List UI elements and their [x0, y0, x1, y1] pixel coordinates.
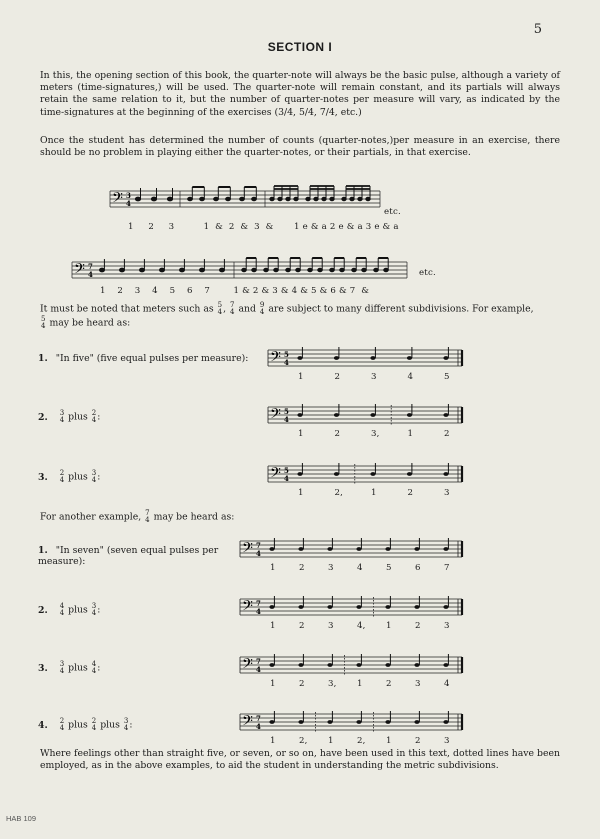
- beat-count: 1: [386, 621, 392, 631]
- beat-count: 1: [270, 563, 276, 573]
- svg-text:𝄢: 𝄢: [242, 656, 253, 676]
- quarter-note: [385, 720, 390, 724]
- section-title: SECTION I: [267, 40, 333, 54]
- example-staff-7-4: [72, 256, 417, 286]
- beat-count: 1: [270, 621, 276, 631]
- beat-count: 2: [415, 736, 421, 746]
- svg-text:𝄢: 𝄢: [270, 406, 281, 426]
- quarter-note: [297, 413, 302, 417]
- beat-count: 5: [444, 372, 450, 382]
- quarter-note: [298, 605, 303, 609]
- beat-count: 1: [298, 429, 304, 439]
- beat-count: 1: [407, 429, 414, 439]
- svg-text:4: 4: [256, 607, 261, 616]
- beat-count: 2: [299, 679, 305, 689]
- quarter-note: [370, 472, 375, 476]
- svg-text:𝄢: 𝄢: [242, 540, 253, 560]
- beat-count: 3: [371, 372, 377, 382]
- beat-count: 3: [328, 621, 334, 631]
- svg-text:7: 7: [88, 262, 93, 271]
- beat-count: 3: [444, 621, 450, 631]
- svg-text:4: 4: [284, 358, 289, 367]
- beat-count: 7: [444, 563, 450, 573]
- svg-text:𝄢: 𝄢: [270, 465, 281, 485]
- quarter-note: [297, 472, 302, 476]
- svg-text:7: 7: [256, 657, 261, 666]
- beat-count: 2: [444, 429, 450, 439]
- quarter-note: [385, 547, 390, 551]
- quarter-note: [327, 547, 332, 551]
- example1-etc: etc.: [384, 207, 401, 217]
- example1-counts: 1 2 3 1 & 2 & 3 & 1 e & a 2 e & a 3 e & a: [128, 222, 399, 232]
- beat-count: 3: [328, 563, 334, 573]
- beat-count: 2: [386, 679, 392, 689]
- quarter-note: [334, 356, 339, 360]
- quarter-note: [414, 663, 419, 667]
- quarter-note: [327, 605, 332, 609]
- beat-count: 3: [444, 736, 450, 746]
- counts-paragraph: Once the student has determined the number of counts (quarter-notes,)per measure in an exercise, there should be no problem in playing either the quarter-notes, or their partials, in that exercise.: [40, 135, 560, 159]
- beat-count: 1: [371, 488, 377, 498]
- quarter-note: [269, 547, 274, 551]
- beat-count: 2: [407, 488, 414, 498]
- beat-count: 3,: [328, 679, 337, 689]
- fraction-9-4: 9 4: [259, 301, 265, 316]
- quarter-note: [407, 472, 412, 476]
- beat-count: 2,: [334, 488, 344, 498]
- beat-count: 2,: [299, 736, 308, 746]
- beat-count: 2: [334, 429, 341, 439]
- fraction-7-4: 7 4: [230, 301, 235, 316]
- svg-text:4: 4: [284, 415, 289, 424]
- svg-text:𝄢: 𝄢: [242, 713, 253, 733]
- beat-count: 1: [298, 372, 304, 382]
- quarter-note: [385, 663, 390, 667]
- beat-count: 4: [407, 372, 414, 382]
- quarter-note: [407, 413, 412, 417]
- five-option-2: 2. 3 4 plus 2 4 :: [38, 409, 101, 424]
- beat-count: 1: [270, 679, 276, 689]
- intro-paragraph: In this, the opening section of this book, the quarter-note will always be the basic pulse, although a variety of meters (time-signatures,) will be used. The quarter-note will remain constant, and its partials will always retain the same relation to it, but the number of quarter-notes per measure will vary, as indicated by the time-signatures at the beginning of the exercises (3/4, 5/4, 7/4, etc.): [40, 70, 560, 118]
- beat-count: 5: [386, 563, 392, 573]
- beat-count: 2,: [357, 736, 366, 746]
- svg-text:𝄢: 𝄢: [112, 190, 123, 210]
- quarter-note: [443, 663, 448, 667]
- quarter-note: [370, 356, 375, 360]
- svg-text:7: 7: [256, 599, 261, 608]
- quarter-note: [327, 663, 332, 667]
- beat-count: 3,: [371, 429, 380, 439]
- quarter-note: [356, 547, 361, 551]
- svg-text:4: 4: [126, 199, 131, 208]
- svg-text:7: 7: [256, 714, 261, 723]
- quarter-note: [370, 413, 375, 417]
- fraction-5-4-b: 5 4: [41, 315, 46, 330]
- quarter-note: [327, 720, 332, 724]
- beat-count: 1: [298, 488, 304, 498]
- svg-text:4: 4: [256, 549, 261, 558]
- fraction-5-4: 5 4: [217, 301, 223, 316]
- svg-text:3: 3: [126, 191, 131, 200]
- quarter-note: [356, 663, 361, 667]
- quarter-note: [443, 472, 448, 476]
- example-staff-3-4: [110, 185, 400, 215]
- quarter-note: [334, 472, 339, 476]
- quarter-note: [443, 413, 448, 417]
- quarter-note: [269, 663, 274, 667]
- beat-count: 3: [444, 488, 450, 498]
- beat-count: 3: [415, 679, 421, 689]
- beat-count: 1: [328, 736, 334, 746]
- beat-count: 6: [415, 563, 421, 573]
- quarter-note: [334, 413, 339, 417]
- beat-count: 1: [357, 679, 363, 689]
- beat-count: 1: [270, 736, 276, 746]
- quarter-note: [443, 356, 448, 360]
- fraction-7-4-c: 7 4: [145, 509, 150, 524]
- beat-count: 2: [299, 563, 305, 573]
- quarter-note: [443, 547, 448, 551]
- seven-option-3: 3. 3 4 plus 4 4 :: [38, 660, 101, 675]
- closing-paragraph: Where feelings other than straight five, or seven, or so on, have been used in this text, dotted lines have been employed, as in the above examples, to aid the student in understanding the metric subdivisions.: [40, 748, 560, 772]
- svg-text:𝄢: 𝄢: [242, 598, 253, 618]
- svg-text:𝄢: 𝄢: [270, 349, 281, 369]
- seven-option-1: 1. "In seven" (seven equal pulses per measure):: [38, 545, 219, 567]
- beat-count: 4,: [357, 621, 366, 631]
- five-option-1: 1. "In five" (five equal pulses per measure):: [38, 353, 249, 364]
- another-example-paragraph: For another example, 7 4 may be heard as:: [40, 509, 235, 524]
- quarter-note: [356, 720, 361, 724]
- quarter-note: [297, 356, 302, 360]
- svg-text:4: 4: [256, 722, 261, 731]
- svg-text:5: 5: [284, 350, 289, 359]
- svg-text:4: 4: [88, 270, 93, 279]
- quarter-note: [269, 605, 274, 609]
- svg-text:5: 5: [284, 466, 289, 475]
- svg-text:5: 5: [284, 407, 289, 416]
- example2-counts: 1 2 3 4 5 6 7 1 & 2 & 3 & 4 & 5 & 6 & 7 &: [100, 286, 370, 296]
- subdivision-paragraph: It must be noted that meters such as 5 4 , 7 4 and 9 4 are subject to many different subdivisions. For example, 5 4 may be heard as:: [40, 301, 534, 330]
- beat-count: 2: [299, 621, 305, 631]
- beat-count: 1: [386, 736, 392, 746]
- quarter-note: [269, 720, 274, 724]
- svg-text:7: 7: [256, 541, 261, 550]
- svg-text:4: 4: [284, 474, 289, 483]
- example2-etc: etc.: [419, 268, 436, 278]
- page-number: 5: [533, 22, 542, 37]
- beat-count: 2: [415, 621, 421, 631]
- quarter-note: [298, 720, 303, 724]
- quarter-note: [443, 605, 448, 609]
- quarter-note: [414, 547, 419, 551]
- seven-option-2: 2. 4 4 plus 3 4 :: [38, 602, 101, 617]
- publisher-code: HAB 109: [6, 814, 37, 823]
- beat-count: 4: [357, 563, 363, 573]
- quarter-note: [407, 356, 412, 360]
- quarter-note: [298, 547, 303, 551]
- quarter-note: [298, 663, 303, 667]
- seven-option-4: 4. 2 4 plus 2 4 plus 3 4 :: [38, 717, 133, 732]
- quarter-note: [356, 605, 361, 609]
- quarter-note: [414, 720, 419, 724]
- quarter-note: [443, 720, 448, 724]
- svg-text:𝄢: 𝄢: [74, 261, 85, 281]
- five-option-3: 3. 2 4 plus 3 4 :: [38, 469, 101, 484]
- beat-count: 4: [444, 679, 450, 689]
- svg-text:4: 4: [256, 665, 261, 674]
- quarter-note: [414, 605, 419, 609]
- beat-count: 2: [334, 372, 341, 382]
- quarter-note: [385, 605, 390, 609]
